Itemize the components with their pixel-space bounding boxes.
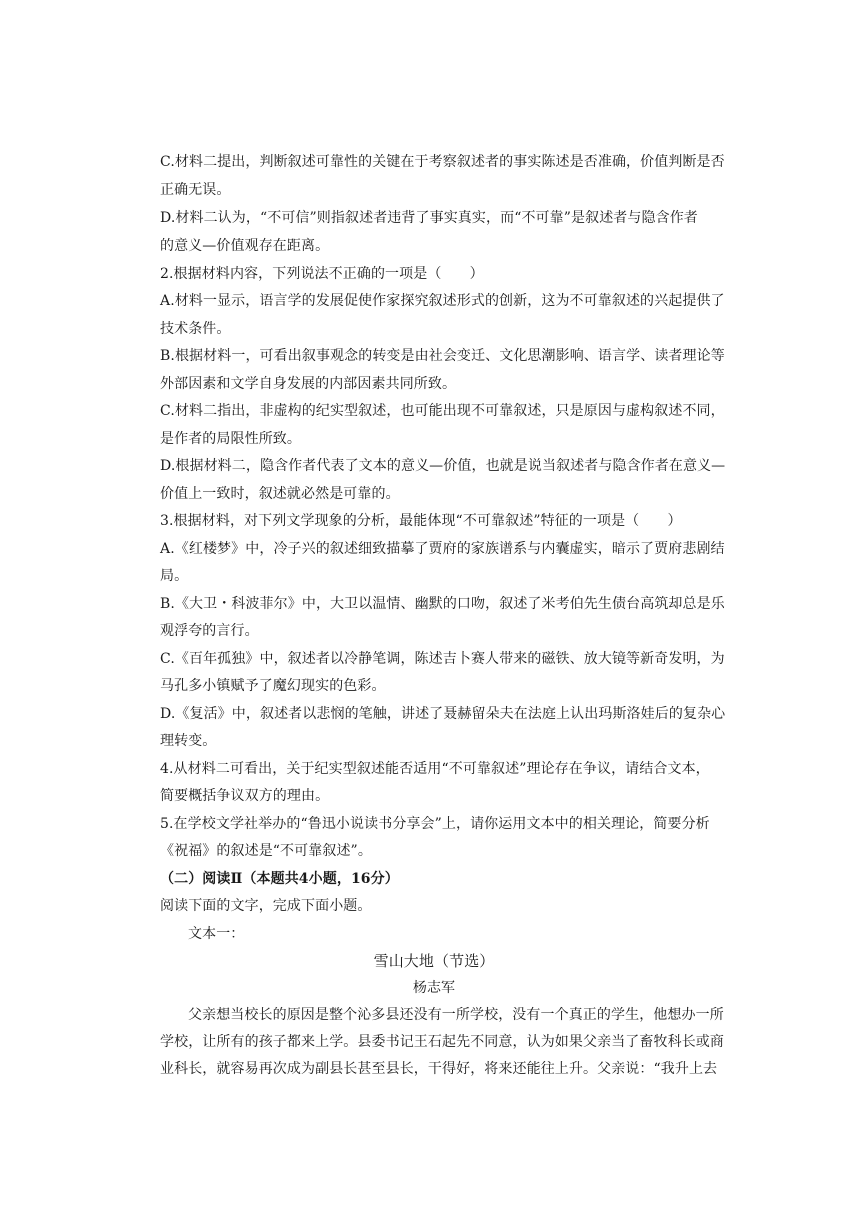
question-5-line-2: 《祝福》的叙述是“不可靠叙述”。 — [160, 843, 372, 859]
q3-option-d-line-1: D.《复活》中，叙述者以悲悯的笔触，讲述了聂赫留朵夫在法庭上认出玛斯洛娃后的复杂心 — [160, 706, 726, 722]
q2-option-c-line-1: C.材料二指出，非虚构的纪实型叙述，也可能出现不可靠叙述，只是原因与虚构叙述不同， — [160, 403, 725, 419]
q3-option-b-line-1: B.《大卫・科波菲尔》中，大卫以温情、幽默的口吻，叙述了米考伯先生债台高筑却总是乐 — [160, 596, 725, 612]
article-title: 雪山大地（节选） — [373, 952, 495, 970]
q3-option-a-line-1: A.《红楼梦》中，冷子兴的叙述细致描摹了贾府的家族谱系与内囊虚实，暗示了贾府悲剧结 — [160, 541, 725, 557]
q2-option-b-line-1: B.根据材料一，可看出叙事观念的转变是由社会变迁、文化思潮影响、语言学、读者理论等 — [160, 348, 725, 364]
section-heading: （二）阅读Ⅱ（本题共4小题，16分） — [160, 871, 399, 887]
q2-option-b-line-2: 外部因素和文学自身发展的内部因素共同所致。 — [160, 376, 457, 392]
option-d-line-2: 的意义—价值观存在距离。 — [160, 238, 330, 254]
q2-option-d-line-1: D.根据材料二，隐含作者代表了文本的意义—价值，也就是说当叙述者与隐含作者在意义— — [160, 458, 726, 474]
question-4-line-2: 简要概括争议双方的理由。 — [160, 788, 330, 804]
q3-option-a-line-2: 局。 — [160, 568, 189, 584]
article-paragraph-line-2: 学校，让所有的孩子都来上学。县委书记王石起先不同意，认为如果父亲当了畜牧科长或商 — [160, 1034, 724, 1050]
q2-option-a-line-1: A.材料一显示，语言学的发展促使作家探究叙述形式的创新，这为不可靠叙述的兴起提供了 — [160, 293, 725, 309]
text-one-label: 文本一： — [188, 926, 245, 942]
q2-option-d-line-2: 价值上一致时，叙述就必然是可靠的。 — [160, 486, 400, 502]
question-5-line-1: 5.在学校文学社举办的“鲁迅小说读书分享会”上，请你运用文本中的相关理论，简要分析 — [160, 816, 710, 832]
q3-option-c-line-1: C.《百年孤独》中，叙述者以冷静笔调，陈述吉卜赛人带来的磁铁、放大镜等新奇发明，为 — [160, 651, 725, 667]
q3-option-d-line-2: 理转变。 — [160, 733, 217, 749]
q3-option-c-line-2: 马孔多小镇赋予了魔幻现实的色彩。 — [160, 678, 386, 694]
q2-option-c-line-2: 是作者的局限性所致。 — [160, 431, 301, 447]
q2-option-a-line-2: 技术条件。 — [160, 321, 231, 337]
article-author: 杨志军 — [412, 980, 456, 996]
question-2: 2.根据材料内容，下列说法不正确的一项是（ ） — [160, 266, 484, 282]
option-c-line-2: 正确无误。 — [160, 182, 231, 198]
question-3: 3.根据材料，对下列文学现象的分析，最能体现“不可靠叙述”特征的一项是（ ） — [160, 513, 682, 529]
q3-option-b-line-2: 观浮夸的言行。 — [160, 623, 259, 639]
option-d-line-1: D.材料二认为，“不可信”则指叙述者违背了事实真实，而“不可靠”是叙述者与隐含作者 — [160, 210, 698, 226]
reading-instruction: 阅读下面的文字，完成下面小题。 — [160, 898, 372, 914]
article-paragraph-line-3: 业科长，就容易再次成为副县长甚至县长，干得好，将来还能往上升。父亲说：“我升上去 — [160, 1061, 718, 1077]
article-paragraph-line-1: 父亲想当校长的原因是整个沁多县还没有一所学校，没有一个真正的学生，他想办一所 — [188, 1007, 724, 1023]
question-4-line-1: 4.从材料二可看出，关于纪实型叙述能否适用“不可靠叙述”理论存在争议，请结合文本， — [160, 761, 710, 777]
option-c-line-1: C.材料二提出，判断叙述可靠性的关键在于考察叙述者的事实陈述是否准确，价值判断是否 — [160, 154, 725, 170]
